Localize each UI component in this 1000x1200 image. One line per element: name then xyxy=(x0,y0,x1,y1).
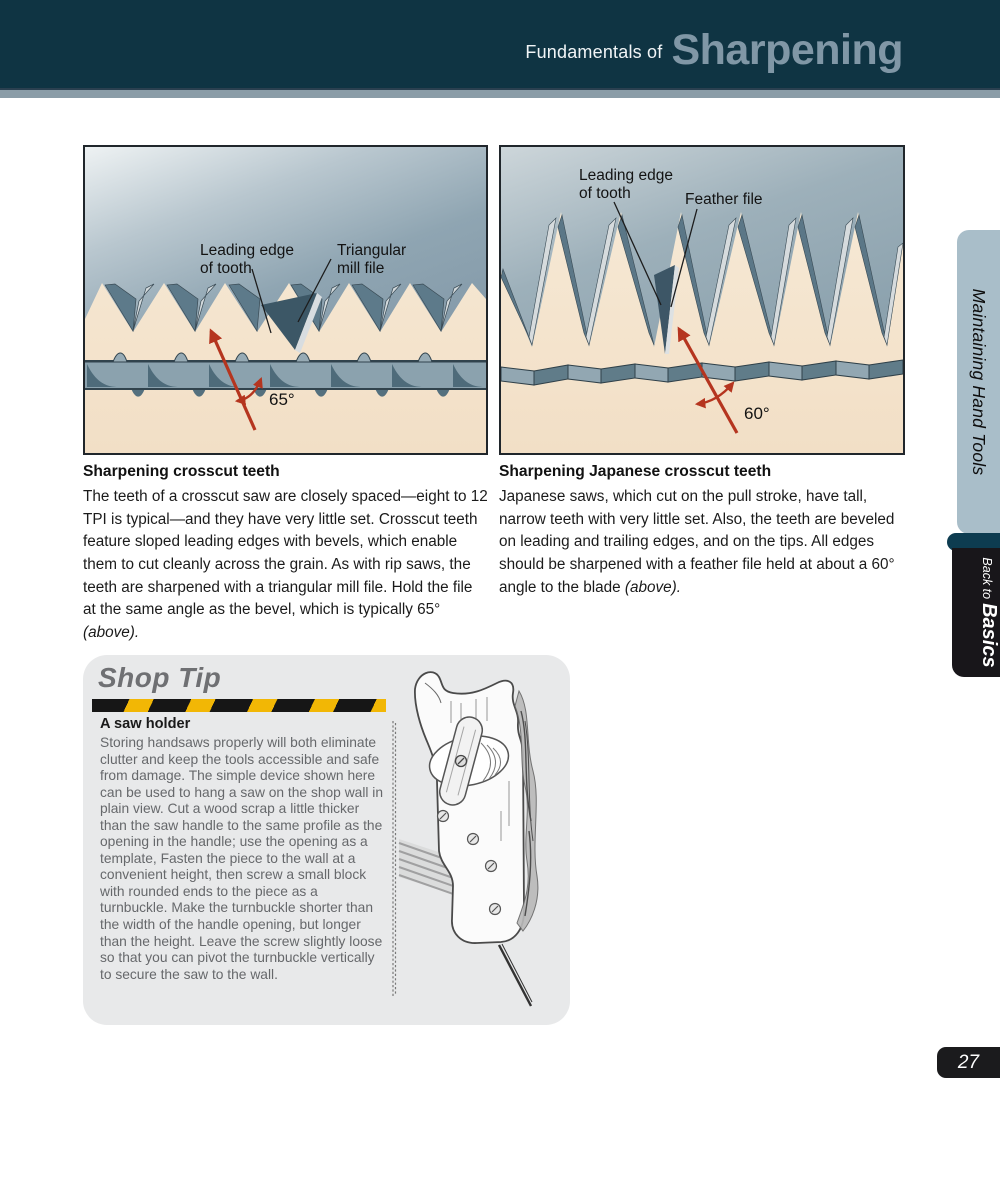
hazard-stripe xyxy=(92,699,386,712)
shop-tip-title: Shop Tip xyxy=(98,662,222,693)
crosscut-teeth-illustration xyxy=(85,147,486,453)
caption-crosscut xyxy=(83,463,489,644)
label-mill-file-line2: mill file xyxy=(337,260,385,277)
japanese-teeth-illustration xyxy=(501,147,903,453)
label-feather-file: Feather file xyxy=(685,191,763,208)
header-divider xyxy=(0,88,1000,98)
label-mill-file-line1: Triangular xyxy=(337,242,407,259)
figure-japanese-teeth xyxy=(499,145,905,455)
angle-value-65: 65° xyxy=(269,390,295,409)
series-tab xyxy=(952,548,1000,677)
blade-back-line xyxy=(499,944,532,1006)
caption-japanese-text: Japanese saws, which cut on the pull stroke, have tall, narrow teeth with very little set. Also, the teeth are beveled on leading and trailing edges, and on the tips. All edges should be sharpened with a feather file held at about a 60° angle to the blade xyxy=(499,488,895,596)
turnbuckle-screw xyxy=(456,756,467,767)
caption-japanese-title: Sharpening Japanese crosscut teeth xyxy=(499,463,772,480)
caption-japanese-emphasis: (above). xyxy=(624,578,682,596)
label-leading-edge-line1: Leading edge xyxy=(579,167,673,184)
series-tab-small: Back to xyxy=(980,557,994,600)
series-tab-label xyxy=(952,548,1000,677)
saw-handle-outline xyxy=(415,672,524,943)
shop-tip-body: Storing handsaws properly will both eliminate clutter and keep the tools accessible and safe from damage. The simple device shown here can be used to hang a saw on the shop wall in plain view. Cut a wood scrap a little thicker than the saw handle to the same profile as the opening in the handle; use the opening as a template, Fasten the piece to the wall at a convenient height, then screw a small block with rounded ends to the piece as a turnbuckle. Make the turnbuckle shorter than the width of the handle opening, but longer than the height. Leave the screw slightly loose so that you can pivot the turnbuckle vertically to secure the saw to the wall. xyxy=(100,735,384,982)
header-pretitle: Fundamentals of xyxy=(525,42,663,62)
shop-tip-heading: A saw holder xyxy=(100,716,191,732)
caption-crosscut-text: The teeth of a crosscut saw are closely spaced—eight to 12 TPI is typical—and they have very little set. Crosscut teeth feature sloped leading edges with bevels, which enable them to cut cleanly across the grain. As with rip saws, the teeth are sharpened with a triangular mill file. Hold the file at the same angle as the bevel, which is typically 65° xyxy=(83,488,488,619)
caption-crosscut-emphasis: (above). xyxy=(83,623,140,641)
page-number: 27 xyxy=(957,1051,980,1073)
series-tab-large: Basics xyxy=(978,603,1000,668)
saw-blade-edge xyxy=(393,721,396,996)
label-leading-edge-line2: of tooth xyxy=(579,185,631,202)
saw-holder-sketch xyxy=(381,661,561,1019)
angle-value-60: 60° xyxy=(744,404,770,423)
chapter-tab-label: Maintaining Hand Tools xyxy=(969,288,989,476)
shop-tip-box xyxy=(83,655,570,1025)
chapter-tab xyxy=(957,230,1000,534)
label-leading-edge-line1: Leading edge xyxy=(200,242,294,259)
page-number-tab xyxy=(937,1047,1000,1078)
label-leading-edge-line2: of tooth xyxy=(200,260,252,277)
caption-japanese xyxy=(499,463,905,599)
caption-japanese-body xyxy=(499,486,905,599)
caption-crosscut-body xyxy=(83,486,489,644)
caption-crosscut-title: Sharpening crosscut teeth xyxy=(83,463,280,480)
page-header xyxy=(0,0,1000,88)
figure-crosscut-teeth xyxy=(83,145,488,455)
page-title: Sharpening xyxy=(671,26,903,74)
